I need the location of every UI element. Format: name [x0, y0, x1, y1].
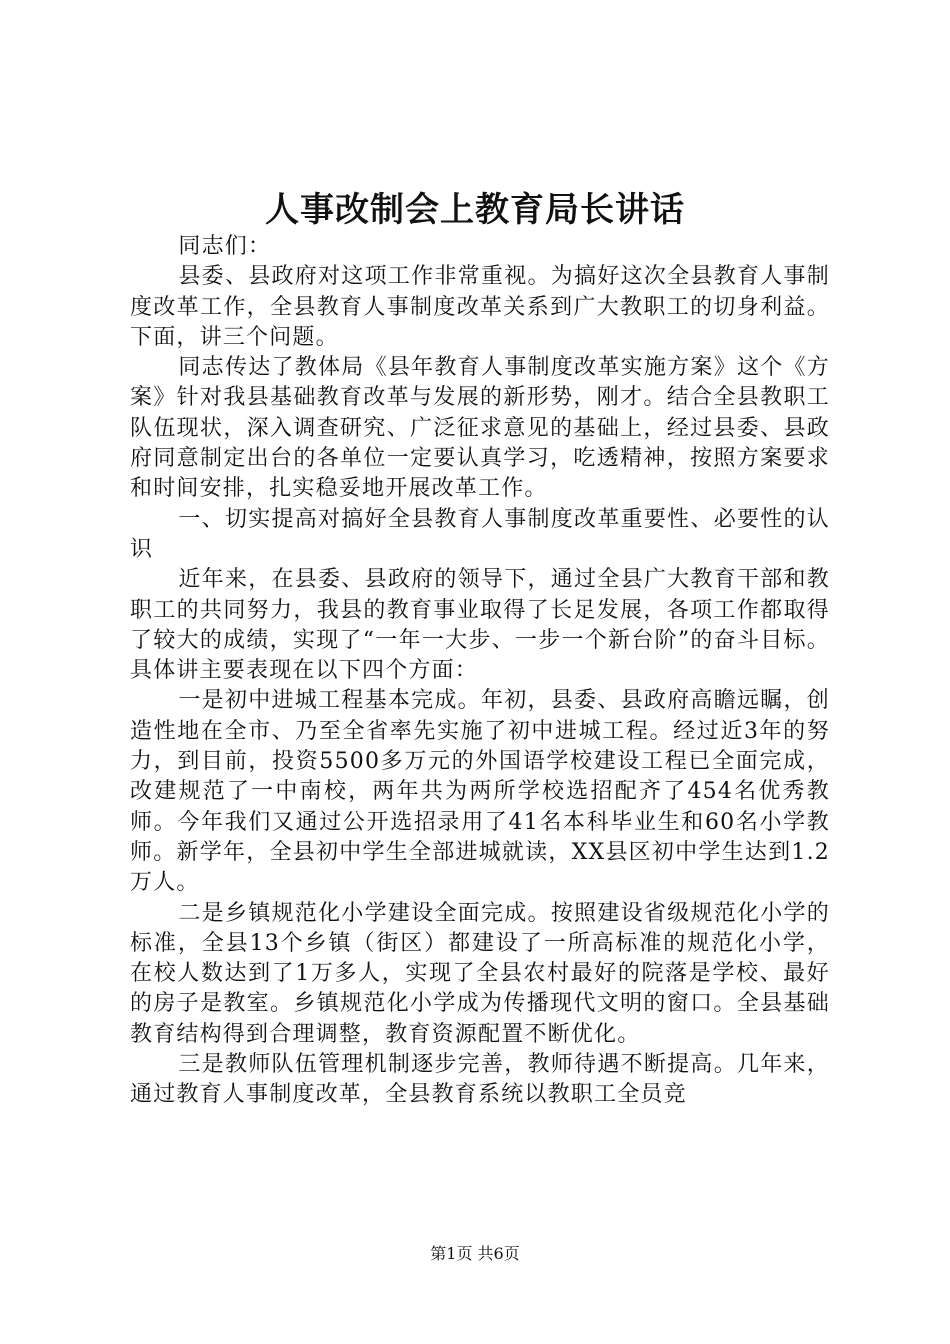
salutation-paragraph: 同志们： — [178, 234, 272, 259]
body-paragraph: 县委、县政府对这项工作非常重视。为搞好这次全县教育人事制度改革工作，全县教育人事制度改革关系到广大教职工的切身利益。下面，讲三个问题。 — [130, 264, 830, 350]
page-title: 人事改制会上教育局长讲话 — [265, 190, 685, 230]
body-paragraph: 一是初中进城工程基本完成。年初，县委、县政府高瞻远瞩，创造性地在全市、乃至全省率先实施了初中进城工程。经过近3年的努力，到目前，投资5500多万元的外国语学校建设工程已全面完成，改建规范了一中南校，两年共为两所学校选招配齐了454名优秀教师。今年我们又通过公开选招录用了41名本科毕业生和60名小学教师。新学年，全县初中学生全部进城就读，XX县区初中学生达到1.2万人。 — [130, 688, 830, 896]
body-paragraph: 二是乡镇规范化小学建设全面完成。按照建设省级规范化小学的标准，全县13个乡镇（街区）都建设了一所高标准的规范化小学，在校人数达到了1万多人，实现了全县农村最好的院落是学校、最好的房子是教室。乡镇规范化小学成为传播现代文明的窗口。全县基础教育结构得到合理调整，教育资源配置不断优化。 — [130, 900, 830, 1047]
body-paragraph: 同志传达了教体局《县年教育人事制度改革实施方案》这个《方案》针对我县基础教育改革与发展的新形势，刚才。结合全县教职工队伍现状，深入调查研究、广泛征求意见的基础上，经过县委、县政府同意制定出台的各单位一定要认真学习，吃透精神，按照方案要求和时间安排，扎实稳妥地开展改革工作。 — [130, 355, 830, 502]
body-paragraph: 三是教师队伍管理机制逐步完善，教师待遇不断提高。几年来，通过教育人事制度改革，全县教育系统以教职工全员竞 — [130, 1052, 830, 1108]
page-footer: 第1页 共6页 — [430, 1244, 520, 1263]
section-heading: 一、切实提高对搞好全县教育人事制度改革重要性、必要性的认识 — [130, 506, 830, 562]
document-body — [130, 232, 830, 1111]
body-paragraph: 近年来，在县委、县政府的领导下，通过全县广大教育干部和教职工的共同努力，我县的教育事业取得了长足发展，各项工作都取得了较大的成绩，实现了“一年一大步、一步一个新台阶”的奋斗目标。具体讲主要表现在以下四个方面： — [130, 567, 830, 684]
